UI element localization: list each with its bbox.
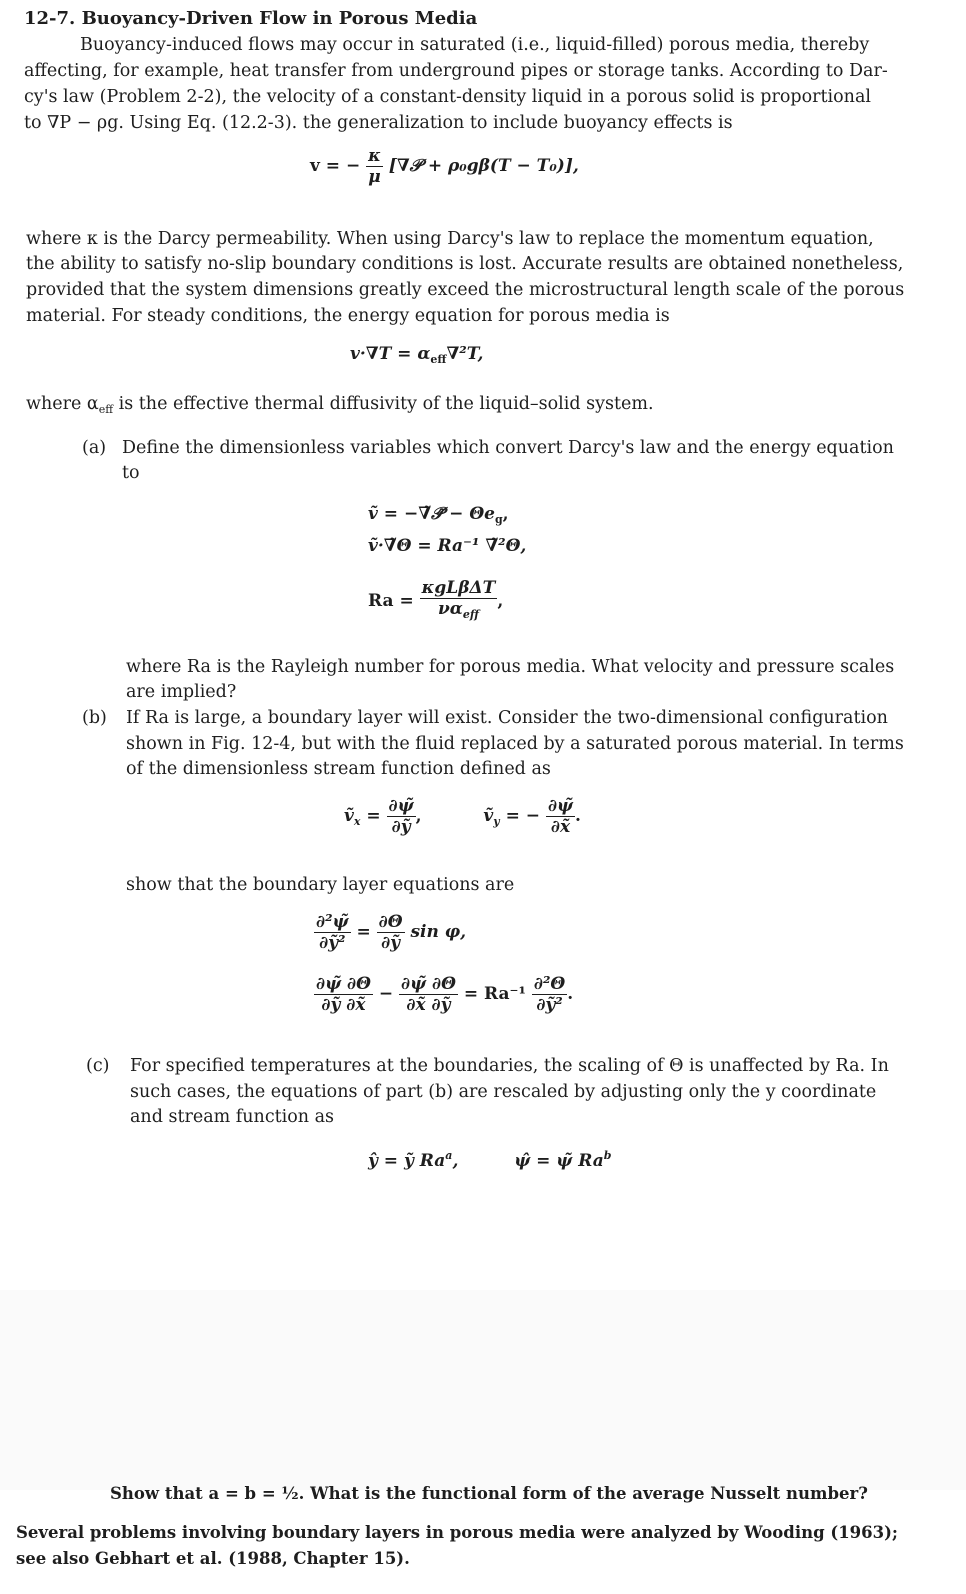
dimless-1-sub: g: [494, 513, 503, 526]
part-b-line-2: shown in Fig. 12-4, but with the fluid replaced by a saturated porous material. In terms: [126, 734, 904, 754]
part-c-line-2: such cases, the equations of part (b) are rescaled by adjusting only the y coordinate: [130, 1082, 877, 1102]
intro-line-1: Buoyancy-induced flows may occur in saturated (i.e., liquid-filled) porous media, thereby: [80, 35, 870, 55]
darcy-lhs: v = −: [310, 156, 361, 176]
scan-shading: [0, 1290, 966, 1490]
rescale-y: ŷ = ỹ Ra$^a$,: [368, 1149, 459, 1171]
footer-line-2: see also Gebhart et al. (1988, Chapter 15).: [16, 1549, 410, 1568]
bl2-fraction-2: $\frac{\partial\psĩ \partial\Theta}{\text{∂x̃ ∂ỹ}}$: [401, 974, 456, 1015]
para3-line: [26, 391, 654, 423]
para3-prefix: where α: [26, 394, 99, 414]
para2-line-1: where κ is the Darcy permeability. When using Darcy's law to replace the momentum equation,: [26, 229, 874, 249]
bl2-fraction-1: $\frac{\partial\psĩ \partial\Theta}{\text{∂ỹ ∂x̃}}$: [316, 974, 371, 1015]
boundary-layer-eq-2: $\frac{\partial\psĩ \partial\Theta}{\text{∂ỹ ∂x̃}}$ − $\frac{\partial\psĩ \partial\Theta}{\text{∂x̃ ∂ỹ}}$ = Ra⁻¹ $\frac{\text{∂²Θ}}{\text{∂ỹ²}}$ .: [316, 974, 574, 1015]
part-b-line-3: of the dimensionless stream function defined as: [126, 759, 551, 779]
part-a-line-1: Define the dimensionless variables which convert Darcy's law and the energy equation: [122, 438, 894, 458]
rescale-psi: ψ̂ = ψ̃ Ra$^b$: [514, 1149, 612, 1171]
dimless-darcy-equation: ṽ = −∇̃𝒫̃ − $\Theta e_g$,: [368, 504, 509, 526]
bl2-ra: = Ra⁻¹: [463, 984, 526, 1004]
stream-vy-fraction: $\frac{\partial\psĩ}{\partial x̃}$: [547, 796, 574, 837]
rescaling-equations: [368, 1146, 611, 1171]
ra-numerator: κgLβΔT: [421, 578, 496, 598]
part-b-after-line: show that the boundary layer equations are: [126, 875, 515, 895]
para3-text: is the effective thermal diffusivity of the liquid–solid system.: [118, 394, 654, 414]
energy-equation: [350, 344, 483, 370]
bl2-fraction-3: $\frac{\text{∂²Θ}}{\text{∂ỹ²}}$: [533, 974, 566, 1015]
part-b-label: (b): [82, 708, 107, 728]
dimless-2: ṽ·∇̃Θ = Ra⁻¹ ∇̃²Θ,: [368, 536, 527, 556]
part-c-line-1: For specified temperatures at the boundaries, the scaling of Θ is unaffected by Ra. In: [130, 1056, 889, 1076]
part-a-label: (a): [82, 438, 107, 458]
darcy-denominator: μ: [368, 167, 381, 187]
part-a-line-2: to: [122, 463, 140, 483]
darcy-rhs: [∇𝒫 + ρ₀gβ(T − T₀)],: [388, 156, 579, 176]
intro-line-4: to ∇P − ρg. Using Eq. (12.2-3). the generalization to include buoyancy effects is: [24, 113, 733, 133]
stream-function-definition: ṽ$_x$ = $\frac{\partial\psĩ}{\text{∂ỹ}}$ , ṽ$_y$ = − $\frac{\partial\psĩ}{\partial x̃}$ .: [344, 796, 581, 837]
dimless-1-main: ṽ = −∇̃𝒫̃ − Θe: [368, 504, 495, 524]
darcy-equation: [310, 146, 579, 187]
dimless-energy-equation: [368, 536, 526, 556]
ra-fraction: [420, 578, 498, 625]
energy-sub: eff: [430, 353, 447, 366]
darcy-numerator: κ: [368, 146, 381, 166]
part-c-label: (c): [86, 1056, 110, 1076]
bl1-fraction-2: $\frac{\partial\Theta}{\text{∂ỹ}}$: [378, 912, 403, 953]
bl1-fraction-1: $\frac{\text{∂²ψ̃}}{\text{∂ỹ²}}$: [316, 912, 349, 953]
para3-sub: eff: [98, 403, 114, 416]
ra-lhs: Ra =: [368, 591, 414, 611]
rayleigh-definition: Ra = $\frac{\text{κgLβΔT}}{\nu\alpha_{eff}}$ ,: [368, 578, 503, 625]
energy-tail: ∇²T,: [446, 344, 484, 364]
part-a-after-line-2: are implied?: [126, 682, 237, 702]
para2-line-4: material. For steady conditions, the energy equation for porous media is: [26, 306, 670, 326]
para2-line-3: provided that the system dimensions greatly exceed the microstructural length scale of the porous: [26, 280, 905, 300]
stream-vx: ṽ$_x$: [344, 806, 361, 828]
part-a-after-line-1: where Ra is the Rayleigh number for porous media. What velocity and pressure scales: [126, 657, 895, 677]
closing-question: Show that a = b = ½. What is the functional form of the average Nusselt number?: [110, 1484, 868, 1503]
bl1-tail: sin φ,: [410, 922, 467, 942]
darcy-fraction: [366, 146, 383, 187]
boundary-layer-eq-1: $\frac{\text{∂²ψ̃}}{\text{∂ỹ²}}$ = $\frac{\partial\Theta}{\text{∂ỹ}}$ sin φ,: [316, 912, 467, 953]
para2-line-2: the ability to satisfy no-slip boundary conditions is lost. Accurate results are obtained nonetheless,: [26, 254, 904, 274]
part-b-line-1: If Ra is large, a boundary layer will exist. Consider the two-dimensional configuration: [126, 708, 888, 728]
intro-line-3: cy's law (Problem 2-2), the velocity of a constant-density liquid in a porous solid is proportional: [24, 87, 871, 107]
stream-vx-fraction: $\frac{\partial\psĩ}{\text{∂ỹ}}$: [388, 796, 414, 837]
part-c-line-3: and stream function as: [130, 1107, 335, 1127]
problem-title: 12-7. Buoyancy-Driven Flow in Porous Media: [24, 8, 478, 29]
ra-denominator: $\nu\alpha_{eff}$: [437, 599, 479, 621]
footer-line-1: Several problems involving boundary layers in porous media were analyzed by Wooding (1963);: [16, 1523, 899, 1542]
stream-vy: ṽ$_y$: [483, 806, 500, 828]
energy-main: v·∇T = α: [350, 344, 431, 364]
intro-line-2: affecting, for example, heat transfer from underground pipes or storage tanks. According to Dar-: [24, 61, 888, 81]
